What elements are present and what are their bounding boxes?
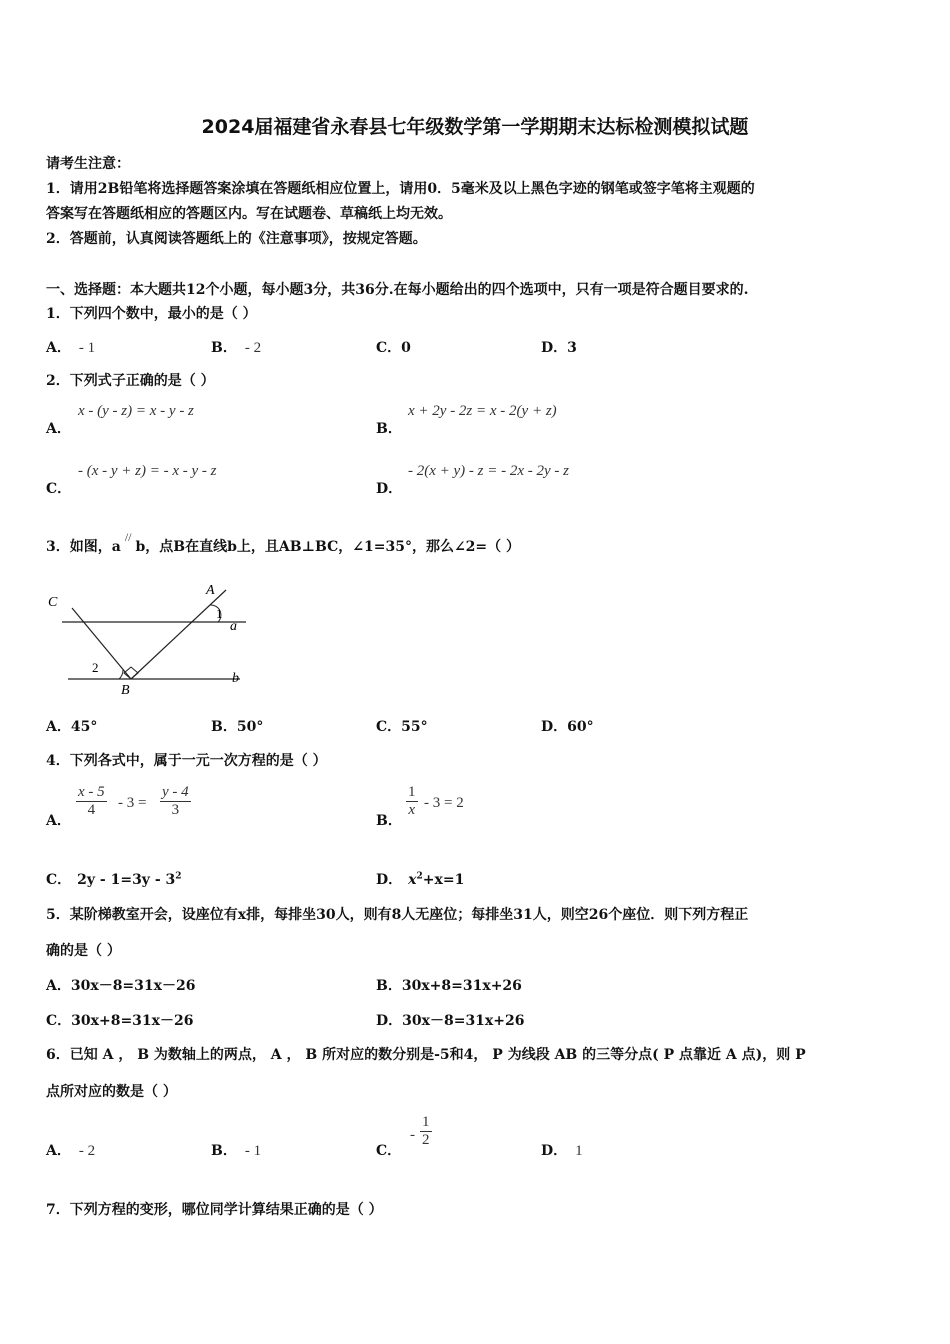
- q3-stem: 3．如图，a//b，点B在直线b上，且AB⊥BC，∠1=35°，那么∠2=（ ）: [46, 530, 521, 555]
- q3-option-b[interactable]: B．50°: [211, 719, 264, 735]
- page-title: 2024届福建省永春县七年级数学第一学期期末达标检测模拟试题: [201, 116, 749, 138]
- section-heading: 一、选择题：本大题共12个小题，每小题3分，共36分.在每小题给出的四个选项中，只有一项是符合题目要求的.: [46, 282, 749, 298]
- q3-option-a[interactable]: A．45°: [46, 719, 98, 735]
- q4-option-c[interactable]: C． $2y - 1=3y - 3^2$: [46, 871, 182, 888]
- q3-figure: [40, 580, 260, 700]
- notice-heading: 请考生注意：: [46, 156, 130, 172]
- label-b-point: B: [121, 683, 130, 698]
- q5-option-a[interactable]: A．30x－8=31x－26: [46, 978, 196, 994]
- label-a-point: A: [206, 583, 215, 598]
- q2-option-b-label[interactable]: B．: [376, 421, 402, 437]
- q5-option-d[interactable]: D．30x－8=31x+26: [376, 1013, 525, 1029]
- q1-stem: 1．下列四个数中，最小的是（ ）: [46, 306, 257, 322]
- q1-option-a[interactable]: A． - 1: [46, 340, 96, 356]
- label-c: C: [48, 595, 58, 610]
- q4-a-fraction-2: $\frac{y - 4}{3}$: [162, 784, 189, 818]
- q5-option-b[interactable]: B．30x+8=31x+26: [376, 978, 522, 994]
- q2-option-c-expr: - (x - y + z) = - x - y - z: [78, 463, 217, 479]
- q4-option-d[interactable]: D． $x^2+x=1$: [376, 871, 465, 888]
- q2-option-b-expr: x + 2y - 2z = x - 2(y + z): [408, 403, 557, 419]
- notice-line-1: 1．请用2B铅笔将选择题答案涂填在答题纸相应位置上，请用0．5毫米及以上黑色字迹的钢笔或签字笔将主观题的: [46, 181, 755, 197]
- q5-option-c[interactable]: C．30x+8=31x－26: [46, 1013, 194, 1029]
- q2-option-d-label[interactable]: D．: [376, 481, 403, 497]
- label-line-b: b: [232, 671, 239, 686]
- q7-stem: 7．下列方程的变形，哪位同学计算结果正确的是（ ）: [46, 1202, 383, 1218]
- q4-b-rest: - 3 = 2: [424, 795, 464, 811]
- q6-option-d[interactable]: D． 1: [541, 1143, 583, 1159]
- q3-option-d[interactable]: D．60°: [541, 719, 594, 735]
- q3-option-c[interactable]: C．55°: [376, 719, 428, 735]
- label-line-a: a: [230, 619, 237, 634]
- q6-option-b[interactable]: B． - 1: [211, 1143, 262, 1159]
- q6-c-fraction: $\frac{1}{2}$: [422, 1114, 430, 1148]
- q6-option-a[interactable]: A． - 2: [46, 1143, 96, 1159]
- q4-a-middle: - 3 =: [118, 795, 147, 811]
- q2-option-c-label[interactable]: C．: [46, 481, 72, 497]
- segment-bc: [72, 608, 131, 679]
- q4-stem: 4．下列各式中，属于一元一次方程的是（ ）: [46, 753, 327, 769]
- q6-stem-2: 点所对应的数是（ ）: [46, 1084, 177, 1100]
- q6-option-c[interactable]: C．: [376, 1143, 402, 1159]
- q1-option-c[interactable]: C．0: [376, 340, 411, 356]
- notice-line-3: 2．答题前，认真阅读答题纸上的《注意事项》，按规定答题。: [46, 231, 427, 247]
- q2-stem: 2．下列式子正确的是（ ）: [46, 373, 215, 389]
- q4-option-b-label[interactable]: B．: [376, 813, 402, 829]
- q6-stem-1: 6．已知 A ， B 为数轴上的两点， A ， B 所对应的数分别是-5和4， P 为线段 AB 的三等分点( P 点靠近 A 点)，则 P: [46, 1047, 806, 1063]
- q4-b-fraction: $\frac{1}{x}$: [408, 784, 416, 818]
- q2-option-d-expr: - 2(x + y) - z = - 2x - 2y - z: [408, 463, 570, 479]
- q1-option-d[interactable]: D．3: [541, 340, 577, 356]
- q2-option-a-label[interactable]: A．: [46, 421, 71, 437]
- q6-c-sign: -: [410, 1127, 415, 1143]
- q4-option-a-label[interactable]: A．: [46, 813, 71, 829]
- q4-a-fraction-1: $\frac{x - 5}{4}$: [78, 784, 105, 818]
- segment-ba: [131, 590, 226, 679]
- angle-2-arc: [119, 670, 123, 679]
- q5-stem-1: 5．某阶梯教室开会，设座位有x排，每排坐30人，则有8人无座位；每排坐31人，则空26个座位．则下列方程正: [46, 907, 749, 923]
- notice-line-2: 答案写在答题纸相应的答题区内。写在试题卷、草稿纸上均无效。: [46, 206, 452, 222]
- label-angle-2: 2: [92, 660, 99, 675]
- q5-stem-2: 确的是（ ）: [46, 943, 121, 959]
- q2-option-a-expr: x - (y - z) = x - y - z: [78, 403, 194, 419]
- q1-option-b[interactable]: B． - 2: [211, 340, 262, 356]
- label-angle-1: 1: [216, 606, 223, 621]
